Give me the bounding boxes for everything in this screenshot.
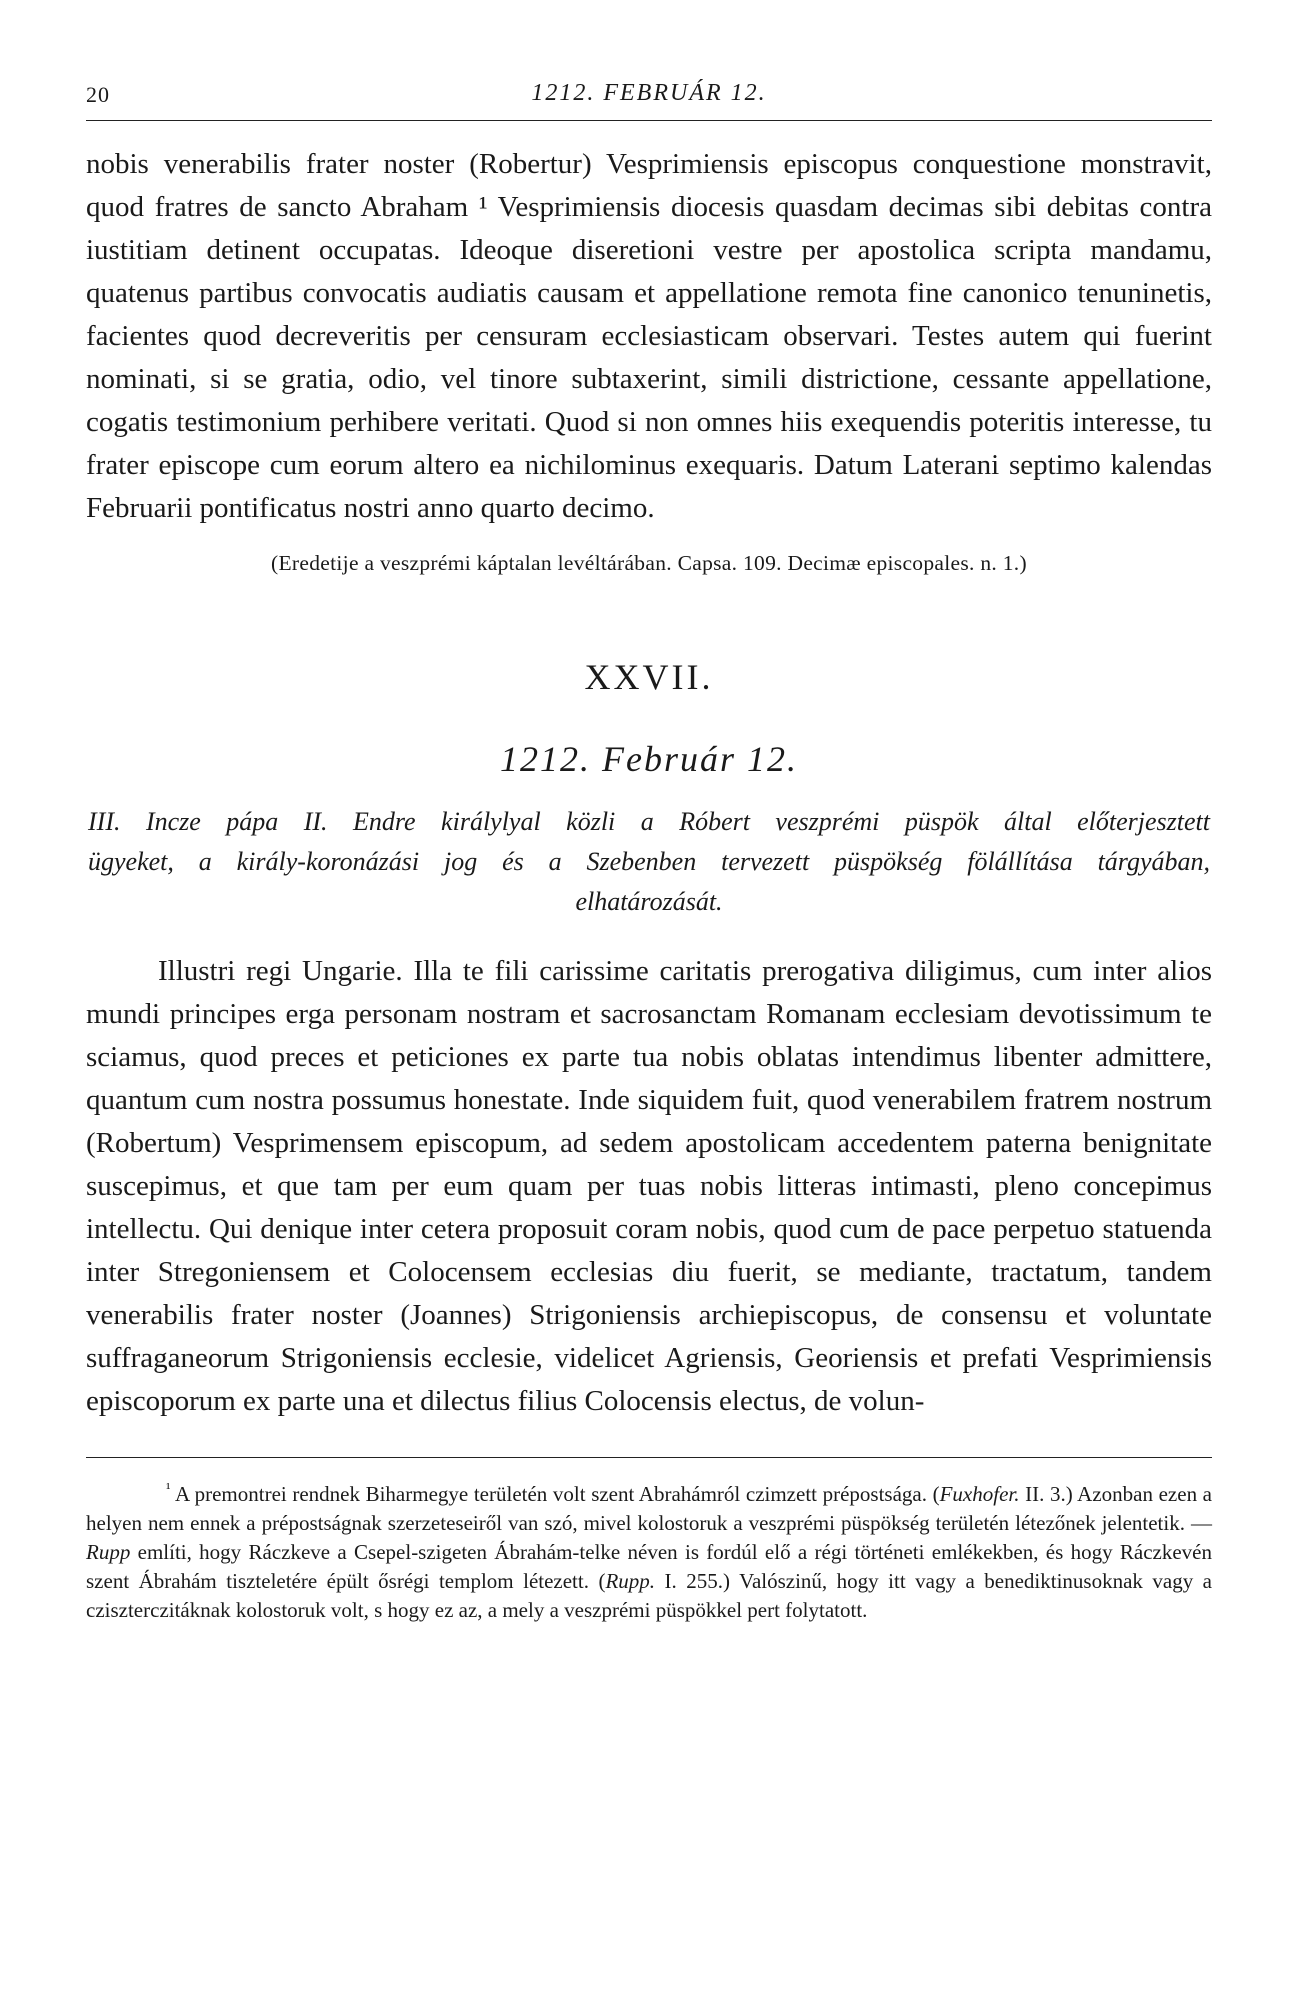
footnote-text: II. 3.) Azonban ezen a helyen nem ennek a prépostságnak szerzeteseiről van szó, mivel kolostoruk a veszprémi püspökség területén létezőnek jelentetik. — (86, 1482, 1213, 1535)
page-number: 20 (86, 82, 110, 107)
footnote-marker: ¹ (166, 1481, 171, 1497)
footnote-reference: Rupp. (605, 1569, 656, 1593)
footnote-text: A premontrei rendnek Biharmegye területén volt szent Abrahámról czimzett prépostsága. ( (174, 1482, 940, 1506)
document-regest (86, 802, 1212, 922)
footnote-reference: Rupp (86, 1540, 131, 1564)
document-number: XXVII. (584, 657, 714, 697)
letter-paragraph: Illustri regi Ungarie. Illa te fili carissime caritatis prerogativa diligimus, cum inter alios mundi principes erga personam nostram et sacrosanctam Romanam ecclesiam devotissimum te sciamus, quod preces et peticiones ex parte tua nobis oblatas intendimus libenter admittere, quantum cum nostra possumus honestate. Inde siquidem fuit, quod venerabilem fratrem nostrum (Robertum) Vesprimensem episcopum, ad sedem apostolicam accedentem paterna benignitate suscepimus, et que tam per eum quam per tuas nobis litteras intimasti, pleno concepimus intellectu. Qui denique inter cetera proposuit coram nobis, quod cum de pace perpetuo statuenda inter Stregoniensem et Colocensem ecclesias diu fuerit, se mediante, tractatum, tandem venerabilis frater noster (Joannes) Strigoniensis archiepiscopus, de consensu et voluntate suffraganeorum Strigoniensis ecclesie, videlicet Agriensis, Georiensis et prefati Vesprimiensis episcoporum ex parte una et dilectus filius Colocensis electus, de volun- (86, 955, 1212, 1417)
book-page (86, 78, 1212, 1646)
header-rule (86, 120, 1212, 121)
footnote-text: I. 255.) Valószinű, hogy itt vagy a benediktinusoknak vagy a cziszterczitáknak kolostoruk volt, s hogy ez az, a mely a veszprémi püspökkel pert folytatott. (86, 1569, 1213, 1622)
regest-line: ügyeket, a király-koronázási jog és a Szebenben tervezett püspökség fölállítása tárgyában, (88, 847, 1210, 876)
regest-line: elhatározását. (575, 887, 723, 916)
document-date: 1212. Február 12. (500, 739, 798, 779)
running-head (86, 78, 1212, 114)
footnote-rule (86, 1457, 1212, 1458)
footnote (86, 1480, 1212, 1625)
footnote-text: említi, hogy Ráczkeve a Csepel-szigeten Ábrahám-telke néven is fordúl elő a régi történeti emlékekben, és hogy Ráczkevén szent Ábrahám tiszteletére épült ősrégi templom létezett. ( (86, 1540, 1212, 1593)
regest-line: III. Incze pápa II. Endre királylyal közli a Róbert veszprémi püspök által előterjesztett (88, 807, 1210, 836)
continued-paragraph: nobis venerabilis frater noster (Robertur) Vesprimiensis episcopus conquestione monstravit, quod fratres de sancto Abraham ¹ Vesprimiensis diocesis quasdam decimas sibi debitas contra iustitiam detinent occupatas. Ideoque diseretioni vestre per apostolica scripta mandamu, quatenus partibus convocatis audiatis causam et appellatione remota fine canonico tenuninetis, facientes quod decreveritis per censuram ecclesiasticam observari. Testes autem qui fuerint nominati, si se gratia, odio, vel tinore subtaxerint, simili districtione, cessante appellatione, cogatis testimonium perhibere veritati. Quod si non omnes hiis exequendis poteritis interesse, tu frater episcope cum eorum altero ea nichilominus exequaris. Datum Laterani septimo kalendas Februarii pontificatus nostri anno quarto decimo. (86, 148, 1212, 524)
footnote-reference: Fuxhofer. (939, 1482, 1020, 1506)
source-note: (Eredetije a veszprémi káptalan levéltárában. Capsa. 109. Decimæ episcopales. n. 1.) (271, 551, 1027, 575)
running-title: 1212. FEBRUÁR 12. (531, 80, 767, 106)
